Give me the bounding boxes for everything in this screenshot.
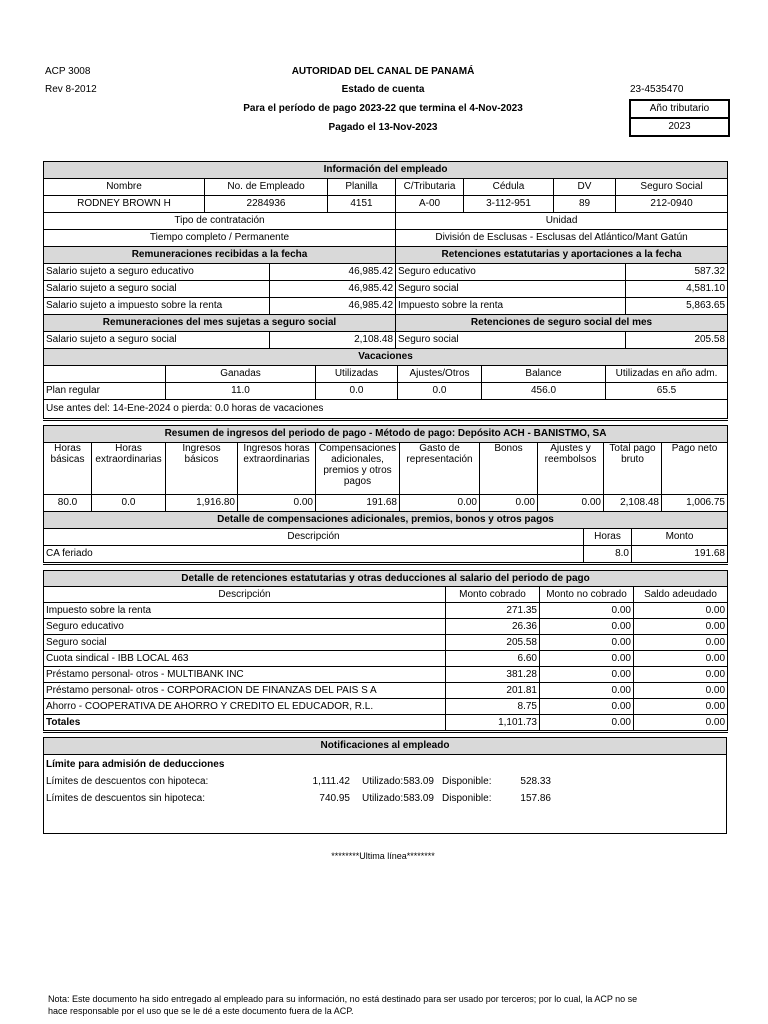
- income-header: Pago neto: [662, 443, 728, 495]
- ded-desc: Impuesto sobre la renta: [44, 603, 446, 619]
- tax-year-label: Año tributario: [631, 101, 728, 119]
- income-header: Gasto de representación: [400, 443, 480, 495]
- month-income-title: Remuneraciones del mes sujetas a seguro social: [44, 315, 396, 332]
- tax-year-box: [629, 99, 730, 137]
- income-header: Compensaciones adicionales, premios y otros pagos: [316, 443, 400, 495]
- employee-info-section: [43, 161, 727, 834]
- ded-not-charged: 0.00: [540, 651, 634, 667]
- ded-balance: 0.00: [634, 699, 728, 715]
- ded-charged: 26.36: [446, 619, 540, 635]
- table-row: [44, 667, 728, 683]
- used-label: Utilizado:: [362, 776, 404, 787]
- income-value: 0.0: [92, 495, 166, 512]
- col-name: Nombre: [44, 179, 205, 196]
- limit-value: 740.95: [319, 793, 350, 804]
- pay-period: Para el período de pago 2023-22 que termina el 4-Nov-2023: [243, 103, 523, 114]
- notifications-title: Notificaciones al empleado: [44, 738, 726, 755]
- ded-desc: Cuota sindical - IBB LOCAL 463: [44, 651, 446, 667]
- ytd-right-label: Seguro social: [396, 281, 626, 298]
- ded-desc: Préstamo personal- otros - CORPORACION DE FINANZAS DEL PAIS S A: [44, 683, 446, 699]
- totals-charged: 1,101.73: [446, 715, 540, 732]
- col-adjustments: Ajustes/Otros: [398, 366, 482, 383]
- income-header: Bonos: [480, 443, 538, 495]
- col-balance: Balance: [482, 366, 606, 383]
- ytd-right-label: Seguro educativo: [396, 264, 626, 281]
- ded-col-not-charged: Monto no cobrado: [540, 587, 634, 603]
- income-title: Resumen de ingresos del periodo de pago - Método de pago: Depósito ACH - BANISTMO, SA: [44, 426, 728, 443]
- employee-info-title: Información del empleado: [44, 162, 728, 179]
- contract-type-value: Tiempo completo / Permanente: [44, 230, 396, 247]
- used-label: Utilizado:: [362, 793, 404, 804]
- col-earned: Ganadas: [166, 366, 316, 383]
- vacation-adjustments: 0.0: [398, 383, 482, 400]
- vacation-plan: Plan regular: [44, 383, 166, 400]
- income-value: 1,916.80: [166, 495, 238, 512]
- table-row: [44, 603, 728, 619]
- income-header: Ingresos horas extraordinarias: [238, 443, 316, 495]
- month-retentions-title: Retenciones de seguro social del mes: [396, 315, 728, 332]
- contract-type-label: Tipo de contratación: [44, 213, 396, 230]
- extra-desc: CA feriado: [44, 546, 584, 564]
- ded-charged: 205.58: [446, 635, 540, 651]
- table-row: [44, 683, 728, 699]
- ded-col-desc: Descripción: [44, 587, 446, 603]
- revision: Rev 8-2012: [45, 84, 97, 95]
- footer-note: Nota: Este documento ha sido entregado al empleado para su información, no está destinado para ser usado por terceros; por lo cual, la ACP no se hace responsable por el uso que se le dé a este documento fuera de la ACP.: [48, 994, 638, 1016]
- ytd-left-label: Salario sujeto a seguro social: [44, 281, 270, 298]
- paid-date: Pagado el 13-Nov-2023: [328, 122, 438, 133]
- income-header: Horas básicas: [44, 443, 92, 495]
- col-planilla: Planilla: [328, 179, 396, 196]
- ded-charged: 6.60: [446, 651, 540, 667]
- vacation-earned: 11.0: [166, 383, 316, 400]
- ytd-income-title: Remuneraciones recibidas a la fecha: [44, 247, 396, 264]
- extra-title: Detalle de compensaciones adicionales, premios, bonos y otros pagos: [44, 512, 728, 529]
- ded-balance: 0.00: [634, 603, 728, 619]
- ded-balance: 0.00: [634, 619, 728, 635]
- planilla-value: 4151: [328, 196, 396, 213]
- vacation-note: Use antes del: 14-Ene-2024 o pierda: 0.0 horas de vacaciones: [44, 400, 728, 420]
- ded-not-charged: 0.00: [540, 683, 634, 699]
- col-ss: Seguro Social: [616, 179, 728, 196]
- ded-not-charged: 0.00: [540, 635, 634, 651]
- ded-balance: 0.00: [634, 635, 728, 651]
- ytd-left-value: 46,985.42: [270, 281, 396, 298]
- totals-not-charged: 0.00: [540, 715, 634, 732]
- col-dv: DV: [554, 179, 616, 196]
- ytd-left-value: 46,985.42: [270, 264, 396, 281]
- table-row: [44, 651, 728, 667]
- tax-year-value: 2023: [668, 121, 691, 132]
- income-value: 0.00: [538, 495, 604, 512]
- available-label: Disponible:: [442, 793, 492, 804]
- vacation-used-adm: 65.5: [606, 383, 728, 400]
- month-left-value: 2,108.48: [270, 332, 396, 349]
- dv-value: 89: [554, 196, 616, 213]
- col-used-adm: Utilizadas en año adm.: [606, 366, 728, 383]
- available-value: 528.33: [520, 776, 551, 787]
- totals-label: Totales: [44, 715, 446, 732]
- available-value: 157.86: [520, 793, 551, 804]
- ded-col-balance: Saldo adeudado: [634, 587, 728, 603]
- cedula-value: 3-112-951: [464, 196, 554, 213]
- income-header: Ingresos básicos: [166, 443, 238, 495]
- employee-number: 2284936: [205, 196, 328, 213]
- ytd-right-value: 4,581.10: [626, 281, 728, 298]
- form-code: ACP 3008: [45, 66, 91, 77]
- extra-col-desc: Descripción: [44, 529, 584, 546]
- extra-hours: 8.0: [584, 546, 632, 564]
- ded-charged: 8.75: [446, 699, 540, 715]
- extra-col-amount: Monto: [632, 529, 728, 546]
- ytd-right-value: 587.32: [626, 264, 728, 281]
- ded-not-charged: 0.00: [540, 619, 634, 635]
- limit-label: Límites de descuentos con hipoteca:: [46, 776, 209, 787]
- ctrib-value: A-00: [396, 196, 464, 213]
- table-row: [44, 635, 728, 651]
- col-emp-no: No. de Empleado: [205, 179, 328, 196]
- table-row: [44, 699, 728, 715]
- col-cedula: Cédula: [464, 179, 554, 196]
- income-value: 0.00: [480, 495, 538, 512]
- ytd-left-value: 46,985.42: [270, 298, 396, 315]
- month-right-label: Seguro social: [396, 332, 626, 349]
- ytd-right-label: Impuesto sobre la renta: [396, 298, 626, 315]
- month-left-label: Salario sujeto a seguro social: [44, 332, 270, 349]
- net-pay-value: 1,006.75: [662, 495, 728, 512]
- ded-balance: 0.00: [634, 667, 728, 683]
- income-value: 0.00: [400, 495, 480, 512]
- limit-value: 1,111.42: [312, 776, 350, 787]
- ytd-left-label: Salario sujeto a seguro educativo: [44, 264, 270, 281]
- ded-desc: Ahorro - COOPERATIVA DE AHORRO Y CREDITO EL EDUCADOR, R.L.: [44, 699, 446, 715]
- income-header: Horas extraordinarias: [92, 443, 166, 495]
- ded-charged: 201.81: [446, 683, 540, 699]
- ded-balance: 0.00: [634, 651, 728, 667]
- ytd-retentions-title: Retenciones estatutarias y aportaciones a la fecha: [396, 247, 728, 264]
- totals-balance: 0.00: [634, 715, 728, 732]
- limit-label: Límites de descuentos sin hipoteca:: [46, 793, 205, 804]
- ded-charged: 381.28: [446, 667, 540, 683]
- deductions-title: Detalle de retenciones estatutarias y otras deducciones al salario del periodo de pago: [44, 571, 728, 587]
- vacation-used: 0.0: [316, 383, 398, 400]
- notifications-section: [43, 737, 727, 834]
- used-value: 583.09: [403, 776, 434, 787]
- available-label: Disponible:: [442, 776, 492, 787]
- extra-col-hours: Horas: [584, 529, 632, 546]
- ded-desc: Seguro social: [44, 635, 446, 651]
- ded-desc: Préstamo personal- otros - MULTIBANK INC: [44, 667, 446, 683]
- ss-value: 212-0940: [616, 196, 728, 213]
- vacation-balance: 456.0: [482, 383, 606, 400]
- unit-value: División de Esclusas - Esclusas del Atlántico/Mant Gatún: [396, 230, 728, 247]
- ytd-left-label: Salario sujeto a impuesto sobre la renta: [44, 298, 270, 315]
- org-name: AUTORIDAD DEL CANAL DE PANAMÁ: [291, 66, 475, 77]
- income-header: Ajustes y reembolsos: [538, 443, 604, 495]
- ytd-right-value: 5,863.65: [626, 298, 728, 315]
- ded-not-charged: 0.00: [540, 603, 634, 619]
- income-value: 2,108.48: [604, 495, 662, 512]
- ref-number: 23-4535470: [630, 84, 684, 95]
- used-value: 583.09: [403, 793, 434, 804]
- col-ctrib: C/Tributaria: [396, 179, 464, 196]
- last-line: ********Ultima línea********: [331, 851, 435, 861]
- ded-not-charged: 0.00: [540, 699, 634, 715]
- income-value: 0.00: [238, 495, 316, 512]
- ded-balance: 0.00: [634, 683, 728, 699]
- employee-name: RODNEY BROWN H: [44, 196, 205, 213]
- doc-title: Estado de cuenta: [341, 84, 425, 95]
- income-value: 191.68: [316, 495, 400, 512]
- ded-col-charged: Monto cobrado: [446, 587, 540, 603]
- income-header: Total pago bruto: [604, 443, 662, 495]
- table-row: [44, 619, 728, 635]
- ded-charged: 271.35: [446, 603, 540, 619]
- month-right-value: 205.58: [626, 332, 728, 349]
- ded-not-charged: 0.00: [540, 667, 634, 683]
- unit-label: Unidad: [396, 213, 728, 230]
- deduction-limit-title: Límite para admisión de deducciones: [46, 759, 225, 770]
- vacation-title: Vacaciones: [44, 349, 728, 366]
- col-used: Utilizadas: [316, 366, 398, 383]
- ded-desc: Seguro educativo: [44, 619, 446, 635]
- extra-amount: 191.68: [632, 546, 728, 564]
- income-value: 80.0: [44, 495, 92, 512]
